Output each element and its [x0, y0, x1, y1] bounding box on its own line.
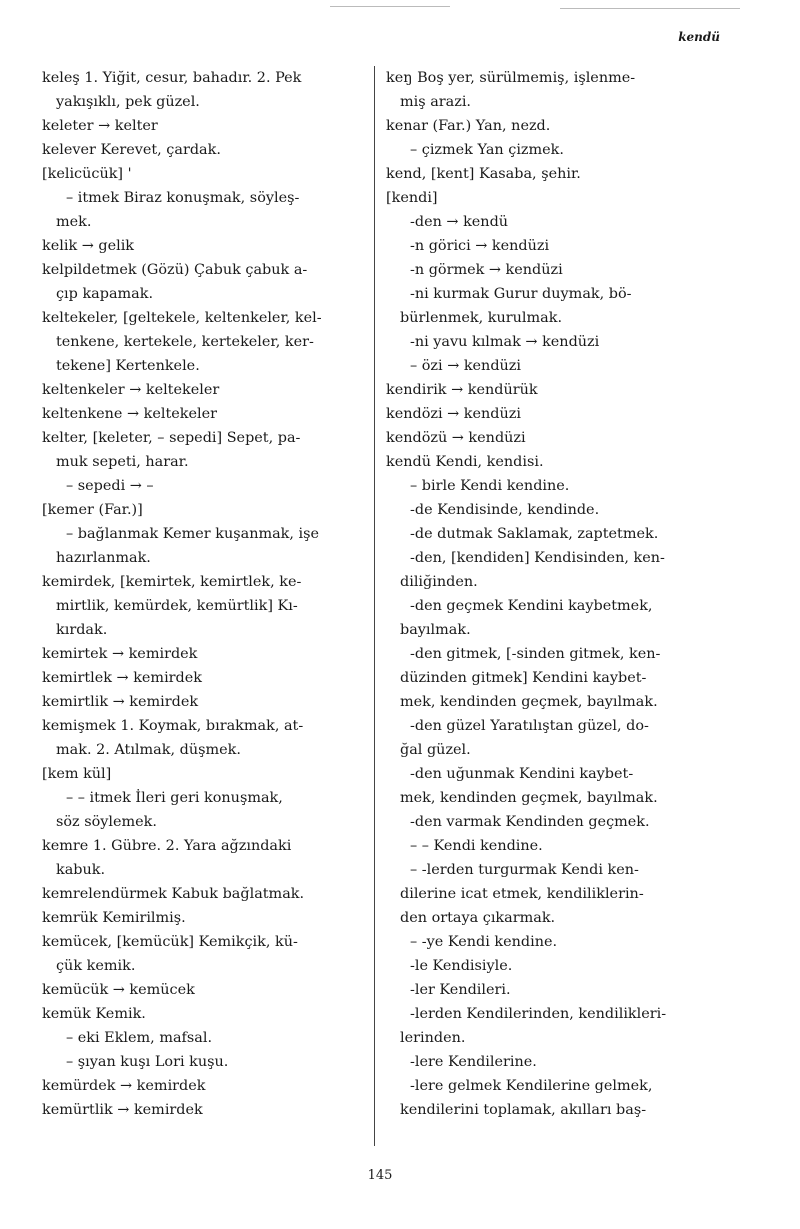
dictionary-line: kemrelendürmek Kabuk bağlatmak.	[42, 886, 305, 902]
dictionary-line: kendü Kendi, kendisi.	[386, 454, 544, 470]
dictionary-line: kendilerini toplamak, akılları baş-	[400, 1102, 647, 1118]
dictionary-line: -ni kurmak Gurur duymak, bö-	[410, 286, 632, 302]
dictionary-line: tekene] Kertenkele.	[56, 358, 200, 374]
dictionary-line: kemürdek → kemirdek	[42, 1078, 206, 1094]
page-number: 145	[367, 1168, 393, 1183]
dictionary-line: kemücük → kemücek	[42, 982, 195, 998]
dictionary-line: ğal güzel.	[400, 742, 471, 758]
dictionary-line: mek.	[56, 214, 92, 230]
dictionary-line: kendözü → kendüzi	[386, 430, 526, 446]
dictionary-line: düzinden gitmek] Kendini kaybet-	[400, 670, 647, 686]
dictionary-line: mek, kendinden geçmek, bayılmak.	[400, 694, 658, 710]
dictionary-line: kemişmek 1. Koymak, bırakmak, at-	[42, 718, 304, 734]
dictionary-line: kabuk.	[56, 862, 106, 878]
dictionary-line: -n görici → kendüzi	[410, 238, 550, 254]
dictionary-line: -ni yavu kılmak → kendüzi	[410, 334, 600, 350]
dictionary-line: keltenkene → keltekeler	[42, 406, 218, 422]
dictionary-line: yakışıklı, pek güzel.	[56, 94, 200, 110]
dictionary-line: – bağlanmak Kemer kuşanmak, işe	[66, 526, 320, 542]
dictionary-line: – -lerden turgurmak Kendi ken-	[410, 862, 639, 878]
dictionary-line: kemük Kemik.	[42, 1006, 146, 1022]
dictionary-line: kemirtlek → kemirdek	[42, 670, 203, 686]
dictionary-line: -den gitmek, [-sinden gitmek, ken-	[410, 646, 661, 662]
dictionary-line: mak. 2. Atılmak, düşmek.	[56, 742, 241, 758]
dictionary-line: – özi → kendüzi	[410, 358, 521, 374]
dictionary-line: diliğinden.	[400, 574, 478, 590]
left-column	[42, 66, 364, 1122]
dictionary-line: kelever Kerevet, çardak.	[42, 142, 221, 158]
dictionary-line: miş arazi.	[400, 94, 472, 110]
dictionary-line: kemirdek, [kemirtek, kemirtlek, ke-	[42, 574, 302, 590]
dictionary-line: -de Kendisinde, kendinde.	[410, 502, 600, 518]
dictionary-line: muk sepeti, harar.	[56, 454, 189, 470]
scan-mark-top	[330, 6, 450, 7]
dictionary-line: kemücek, [kemücük] Kemikçik, kü-	[42, 934, 298, 950]
dictionary-line: – – Kendi kendine.	[410, 838, 543, 854]
dictionary-line: -ler Kendileri.	[410, 982, 511, 998]
dictionary-line: bürlenmek, kurulmak.	[400, 310, 563, 326]
dictionary-line: [kelicücük] '	[42, 166, 132, 182]
dictionary-line: kemirtlik → kemirdek	[42, 694, 199, 710]
column-divider	[374, 66, 375, 1146]
dictionary-line: mek, kendinden geçmek, bayılmak.	[400, 790, 658, 806]
dictionary-line: – itmek Biraz konuşmak, söyleş-	[66, 190, 300, 206]
dictionary-line: keleş 1. Yiğit, cesur, bahadır. 2. Pek	[42, 70, 302, 86]
dictionary-line: – sepedi → –	[66, 478, 154, 494]
dictionary-line: -n görmek → kendüzi	[410, 262, 563, 278]
dictionary-line: kelpildetmek (Gözü) Çabuk çabuk a-	[42, 262, 308, 278]
dictionary-line: keltekeler, [geltekele, keltenkeler, kel-	[42, 310, 322, 326]
dictionary-line: – -ye Kendi kendine.	[410, 934, 558, 950]
dictionary-line: [kem kül]	[42, 766, 112, 782]
dictionary-line: – eki Eklem, mafsal.	[66, 1030, 213, 1046]
dictionary-line: mirtlik, kemürdek, kemürtlik] Kı-	[56, 598, 298, 614]
dictionary-line: söz söylemek.	[56, 814, 157, 830]
dictionary-line: -lere Kendilerine.	[410, 1054, 537, 1070]
dictionary-line: kemre 1. Gübre. 2. Yara ağzındaki	[42, 838, 292, 854]
dictionary-line: keleter → kelter	[42, 118, 158, 134]
dictionary-line: -lere gelmek Kendilerine gelmek,	[410, 1078, 653, 1094]
dictionary-line: – şıyan kuşı Lori kuşu.	[66, 1054, 229, 1070]
dictionary-line: kendözi → kendüzi	[386, 406, 521, 422]
dictionary-line: – birle Kendi kendine.	[410, 478, 570, 494]
dictionary-line: keltenkeler → keltekeler	[42, 382, 220, 398]
dictionary-line: -le Kendisiyle.	[410, 958, 513, 974]
dictionary-line: tenkene, kertekele, kertekeler, ker-	[56, 334, 314, 350]
dictionary-line: -den güzel Yaratılıştan güzel, do-	[410, 718, 649, 734]
right-column	[386, 66, 712, 1122]
dictionary-line: kend, [kent] Kasaba, şehir.	[386, 166, 581, 182]
dictionary-line: bayılmak.	[400, 622, 471, 638]
dictionary-line: kırdak.	[56, 622, 108, 638]
dictionary-line: -den → kendü	[410, 214, 509, 230]
dictionary-line: kemirtek → kemirdek	[42, 646, 198, 662]
dictionary-line: -den varmak Kendinden geçmek.	[410, 814, 650, 830]
dictionary-line: – çizmek Yan çizmek.	[410, 142, 564, 158]
dictionary-line: -de dutmak Saklamak, zaptetmek.	[410, 526, 659, 542]
dictionary-line: kemürtlik → kemirdek	[42, 1102, 203, 1118]
dictionary-line: -den, [kendiden] Kendisinden, ken-	[410, 550, 665, 566]
dictionary-line: -lerden Kendilerinden, kendilikleri-	[410, 1006, 667, 1022]
dictionary-line: [kemer (Far.)]	[42, 502, 143, 518]
dictionary-line: hazırlanmak.	[56, 550, 151, 566]
dictionary-line: – – itmek İleri geri konuşmak,	[66, 790, 283, 806]
dictionary-line: kelter, [keleter, – sepedi] Sepet, pa-	[42, 430, 301, 446]
dictionary-line: çıp kapamak.	[56, 286, 154, 302]
scan-mark-top-right	[560, 8, 740, 9]
dictionary-line: dilerine icat etmek, kendiliklerin-	[400, 886, 644, 902]
running-head: kendü	[678, 30, 720, 44]
dictionary-line: kendirik → kendürük	[386, 382, 538, 398]
dictionary-line: keŋ Boş yer, sürülmemiş, işlenme-	[386, 70, 636, 86]
dictionary-line: kelik → gelik	[42, 238, 135, 254]
dictionary-line: çük kemik.	[56, 958, 136, 974]
dictionary-line: kemrük Kemirilmiş.	[42, 910, 186, 926]
dictionary-line: -den geçmek Kendini kaybetmek,	[410, 598, 653, 614]
dictionary-line: kenar (Far.) Yan, nezd.	[386, 118, 551, 134]
dictionary-line: den ortaya çıkarmak.	[400, 910, 556, 926]
dictionary-line: [kendi]	[386, 190, 438, 206]
dictionary-line: -den uğunmak Kendini kaybet-	[410, 766, 634, 782]
dictionary-line: lerinden.	[400, 1030, 466, 1046]
